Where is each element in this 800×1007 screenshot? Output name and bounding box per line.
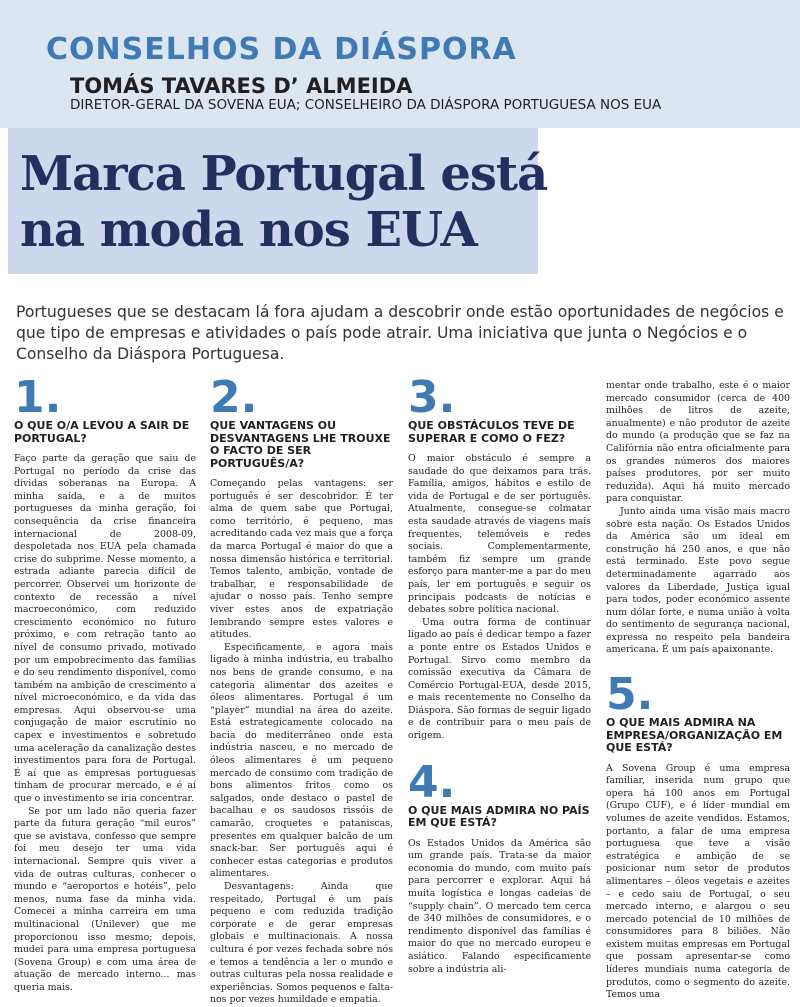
lead-paragraph: Portugueses que se destacam lá fora ajudam a descobrir onde estão oportunidades de negócios e que tipo de empresas e atividades o país pode atrair. Uma iniciativa que junta o Negócios e o Conselho da Diáspora Portuguesa. — [16, 303, 784, 363]
answer-4-paragraph: Os Estados Unidos da América são um grande país. Trata-se da maior economia do mundo, com muito país para percorrer e explorar. Aqui há muita logística e longas cadeias de “supply chain”. O mercado tem cerca de 340 milhões de consumidores, e o rendimento disponível das famílias é maior do que no mercado europeu e asiático. Falando especificamente sobre a indústria ali- — [408, 837, 591, 975]
headline — [20, 146, 560, 258]
answer-4-continued: mentar onde trabalho, este é o maior mercado consumidor (cerca de 400 milhões de litros de azeite, anualmente) e não produtor de azeite do mundo (a produção que se faz na Califórnia não entra oficialmente para os grandes números dos maiores países produtores, por ser muito reduzida). Aqui há muito mercado para conquistar. — [606, 380, 790, 505]
answer-2-paragraph: Especificamente, e agora mais ligado à minha indústria, eu trabalho nos bens de grande consumo, e na categoria alimentar dos azeites e óleos alimentares. Portugal é um “player” mundial na área do azeite. Está estrategicamente colocado na bacia do mediterrâneo onde esta indústria nasceu, e no mercado de óleos alimentares é um pequeno mercado de consumo com tradição de bons alimentos fritos como os salgados, onde destaco o pastel de bacalhau e os saudosos rissóis de camarão, croquetes e pataniscas, presentes em qualquer balcão de um snack-bar. Ser português aqui é conhecer estas categorias e produtos alimentares. — [210, 641, 393, 880]
question-2-title: QUE VANTAGENS OU DESVANTAGENS LHE TROUXE O FACTO DE SER PORTUGUÊS/A? — [210, 419, 391, 470]
question-4-title: O QUE MAIS ADMIRA NO PAÍS EM QUE ESTÁ? — [408, 803, 590, 830]
author-name: TOMÁS TAVARES D’ ALMEIDA — [70, 74, 413, 98]
answer-1-paragraph: Faço parte da geração que saiu de Portugal no período da crise das dívidas soberanas na Europa. A minha saída, e a de muitos portugueses da minha geração, foi consequência da crise financeira internacional de 2008-09, despoletada nos EUA pela chamada crise do subprime. Nesse momento, a estrada adiante parecia difícil de percorrer. Observei um horizonte de contexto de recessão a nível macroeconómico, com reduzido crescimento económico no futuro próximo, e com retração tanto ao nível de consumo privado, motivado por um empobrecimento das famílias e do seu rendimento disponível, como também na ambição de crescimento a nível microeconómico, e da vida das empresas. Aqui observou-se uma conjugação de maior escrutínio no capex e investimentos e sobretudo uma aceleração da canalização destes investimentos para fora de Portugal. É aí que as empresas portuguesas tinham de procurar mercado, e é aí que o investimento se iria concentrar. — [14, 453, 196, 805]
question-3-title: QUE OBSTÁCULOS TEVE DE SUPERAR E COMO O FEZ? — [408, 419, 575, 445]
question-4-number: 4. — [408, 756, 456, 808]
question-5-title: O QUE MAIS ADMIRA NA EMPRESA/ORGANIZAÇÃO EM QUE ESTÁ? — [606, 716, 783, 755]
column-3 — [408, 372, 591, 975]
answer-3-paragraph: O maior obstáculo é sempre a saudade do que deixamos para trás. Família, amigos, hábitos e estilo de vida de Portugal e de ser português. Atualmente, consegue-se colmatar esta saudade através de viagens mais frequentes, telemóveis e redes sociais. Complementarmente, também fiz sempre um grande esforço para manter-me a par do meu país, ler em português e seguir os principais podcasts de notícias e debates sobre política nacional. — [408, 453, 591, 616]
column-2 — [210, 372, 393, 1006]
answer-2-paragraph: Começando pelas vantagens: ser português é ser descobridor. É ter alma de quem sabe que Portugal, como território, é pequeno, mas acreditando cada vez mais que a força da marca Portugal é maior do que a nossa dimensão histórica e territorial. Temos talento, ambição, vontade de trabalhar, e responsabilidade de ajudar o nosso país. Tenho sempre viver estes anos de expatriação lembrando sempre estes valores e atitudes. — [210, 478, 393, 641]
question-5-number: 5. — [606, 669, 654, 721]
answer-1-paragraph: Se por um lado não queria fazer parte da futura geração “mil euros” que se avistava, confesso que sempre foi meu desejo ter uma vida internacional. Sempre quis viver a vida de outras culturas, conhecer o mundo e “aeroportos e hotéis”, pelo menos, numa fase da minha vida. Comecei a minha carreira em uma multinacional (Unilever) que me proporcionou isso mesmo; depois, mudei para uma empresa portuguesa (Sovena Group) e com uma área de atuação de mercado interno... mas queria mais. — [14, 805, 196, 993]
question-3-number: 3. — [408, 372, 456, 423]
question-1-title: O QUE O/A LEVOU A SAIR DE PORTUGAL? — [14, 419, 190, 445]
column-4 — [606, 380, 790, 1001]
headline-line-2: na moda nos EUA — [20, 202, 477, 258]
question-2-number: 2. — [210, 372, 258, 423]
answer-5-paragraph: A Sovena Group é uma empresa familiar, inserida num grupo que opera há 100 anos em Portugal (Grupo CUF), e é líder mundial em volumes de azeite vendidos. Estamos, portanto, a falar de uma empresa portuguesa que teve a visão estratégica e ambição de se posicionar num setor de produtos alimentares – óleos vegetais e azeites – e cedo saiu de Portugal, o seu mercado interno, e alargou o seu mercado potencial de 10 milhões de consumidores para 8 biliões. Não existem muitas empresas em Portugal que possam apresentar-se como líderes mundiais numa categoria de produtos, como o segmento do azeite. Temos uma — [606, 762, 790, 1001]
question-1-number: 1. — [14, 372, 62, 423]
answer-4-continued: Junto ainda uma visão mais macro sobre esta nação. Os Estados Unidos da América são um ideal em construção há 250 anos, e que não está terminado. Este povo segue determinadamente agarrado aos valores da Liberdade, Justiça igual para todos, poder económico assente num dólar forte, e numa união à volta do sentimento de segurança nacional, expressa no respeito pela bandeira americana. É um país apaixonante. — [606, 505, 790, 656]
answer-2-paragraph: Desvantagens: Ainda que respeitado, Portugal é um país pequeno e com reduzida tradição corporate e de gerar empresas globais e multinacionais. A nossa cultura é por vezes fechada sobre nós e temos a tendência a ler o mundo e outras culturas pela nossa realidade e experiências. Somos pequenos e falta-nos por vezes humildade e empatia. — [210, 881, 393, 1006]
headline-line-1: Marca Portugal está — [20, 146, 548, 202]
author-role: DIRETOR-GERAL DA SOVENA EUA; CONSELHEIRO DA DIÁSPORA PORTUGUESA NOS EUA — [70, 97, 662, 113]
section-title: CONSELHOS DA DIÁSPORA — [46, 32, 517, 67]
column-1 — [14, 372, 196, 993]
answer-3-paragraph: Uma outra forma de continuar ligado ao país é dedicar tempo a fazer a ponte entre os Estados Unidos e Portugal. Sirvo como membro da comissão executiva da Câmara de Comércio Portugal-EUA, desde 2015, e mais recentemente no Conselho da Diáspora. São formas de seguir ligado e de contribuir para o meu país de origem. — [408, 616, 591, 742]
